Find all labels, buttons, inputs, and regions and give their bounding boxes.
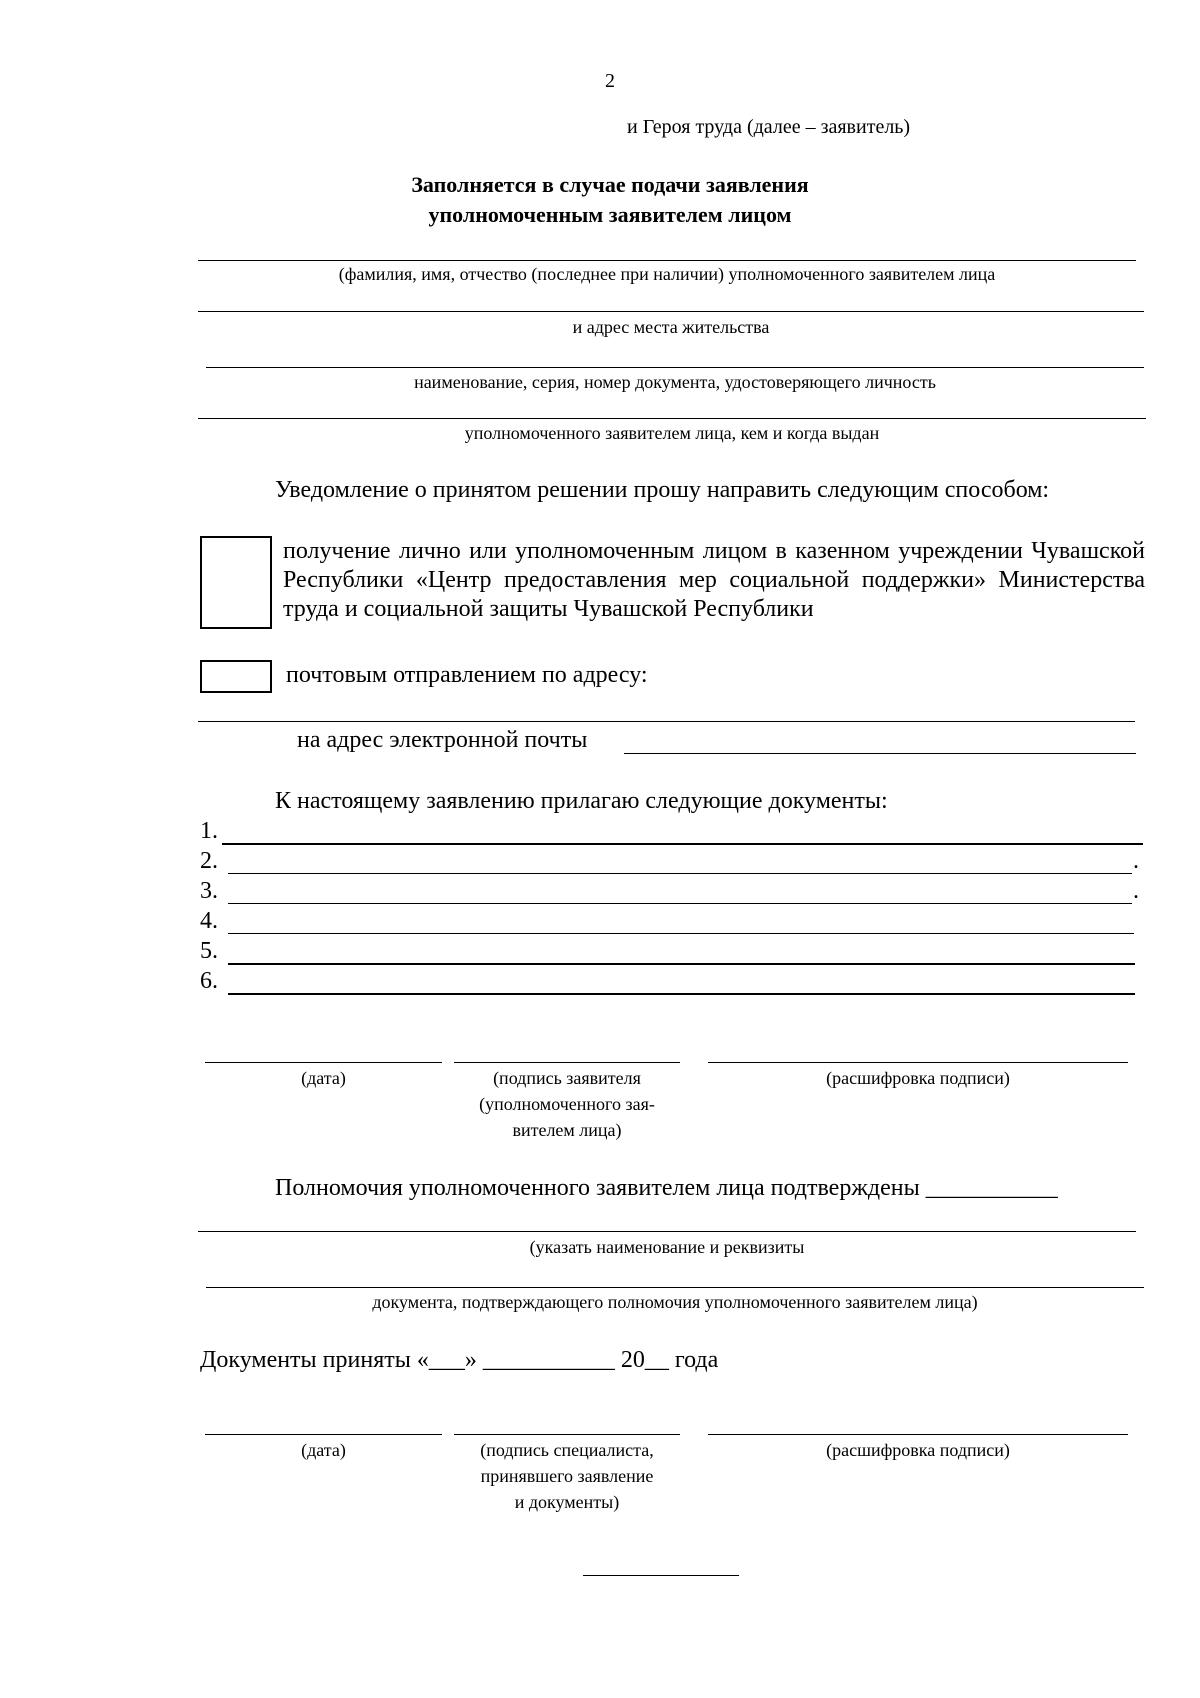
option-post-text: почтовым отправлением по адресу:: [286, 662, 648, 688]
applicant-decode-line[interactable]: [708, 1062, 1128, 1063]
specialist-decode-caption: (расшифровка подписи): [826, 1440, 1010, 1460]
attachment-trail-3: .: [1133, 878, 1139, 904]
attachments-intro: К настоящему заявлению прилагаю следующие документы:: [275, 788, 888, 814]
authority-caption-2: документа, подтверждающего полномочия уполномоченного заявителем лица): [372, 1292, 978, 1312]
attachment-line-4[interactable]: [228, 933, 1134, 934]
specialist-date-caption: (дата): [301, 1440, 346, 1460]
applicant-date-caption: (дата): [301, 1068, 346, 1088]
top-line: и Героя труда (далее – заявитель): [627, 116, 911, 138]
authority-doc-line[interactable]: [198, 1231, 1136, 1232]
attachment-trail-2: .: [1133, 848, 1139, 874]
caption-id-doc: наименование, серия, номер документа, удостоверяющего личность: [414, 372, 936, 392]
id-doc-field-line[interactable]: [206, 367, 1144, 368]
attachment-num-6: 6.: [200, 968, 218, 994]
authority-doc-line-2[interactable]: [206, 1287, 1144, 1288]
closing-separator: [583, 1575, 739, 1576]
caption-issued: уполномоченного заявителем лица, кем и когда выдан: [464, 423, 880, 443]
specialist-sign-caption-3: и документы): [514, 1492, 620, 1512]
page-number: 2: [605, 70, 615, 92]
specialist-sign-caption-1: (подпись специалиста,: [480, 1440, 654, 1460]
checkbox-personal[interactable]: [200, 536, 272, 629]
authority-text: Полномочия уполномоченного заявителем лица подтверждены ___________: [275, 1175, 1058, 1201]
fio-field-line[interactable]: [198, 260, 1136, 261]
notification-intro: Уведомление о принятом решении прошу направить следующим способом:: [275, 477, 1050, 503]
attachment-num-5: 5.: [200, 938, 218, 964]
applicant-sign-caption-2: (уполномоченного зая-: [479, 1094, 655, 1114]
post-address-line[interactable]: [198, 721, 1135, 722]
specialist-sign-line[interactable]: [454, 1434, 680, 1435]
email-field-line[interactable]: [624, 753, 1136, 754]
attachment-line-3[interactable]: [228, 903, 1132, 904]
option-personal-text: получение лично или уполномоченным лицом в казенном учреждении Чувашской Республики «Центр предоставления мер социальной поддержки» Министерства труда и социальной защиты Чувашской Республики: [283, 538, 1145, 622]
applicant-decode-caption: (расшифровка подписи): [826, 1068, 1010, 1088]
checkbox-post[interactable]: [200, 660, 272, 693]
option-email-text: на адрес электронной почты: [297, 727, 588, 753]
attachment-num-1: 1.: [200, 818, 218, 844]
applicant-sign-line[interactable]: [454, 1062, 680, 1063]
caption-address: и адрес места жительства: [572, 317, 770, 337]
specialist-date-line[interactable]: [205, 1434, 442, 1435]
caption-fio: (фамилия, имя, отчество (последнее при наличии) уполномоченного заявителем лица: [338, 264, 996, 284]
attachment-line-2[interactable]: [228, 873, 1132, 874]
attachment-num-2: 2.: [200, 848, 218, 874]
applicant-sign-caption-3: вителем лица): [512, 1120, 622, 1140]
accepted-text: Документы приняты «___» ___________ 20__ года: [200, 1347, 719, 1373]
specialist-decode-line[interactable]: [708, 1434, 1128, 1435]
section-title-line2: уполномоченным заявителем лицом: [428, 202, 792, 227]
attachment-line-6[interactable]: [228, 993, 1135, 995]
authority-caption-1: (указать наименование и реквизиты: [529, 1237, 805, 1257]
attachment-num-4: 4.: [200, 908, 218, 934]
address-field-line[interactable]: [198, 311, 1144, 312]
applicant-sign-caption-1: (подпись заявителя: [493, 1068, 641, 1088]
attachment-num-3: 3.: [200, 878, 218, 904]
issued-field-line[interactable]: [198, 418, 1146, 419]
applicant-date-line[interactable]: [205, 1062, 442, 1063]
attachment-line-5[interactable]: [228, 963, 1135, 965]
attachment-line-1[interactable]: [222, 843, 1143, 845]
specialist-sign-caption-2: принявшего заявление: [480, 1466, 654, 1486]
section-title-line1: Заполняется в случае подачи заявления: [411, 172, 809, 197]
